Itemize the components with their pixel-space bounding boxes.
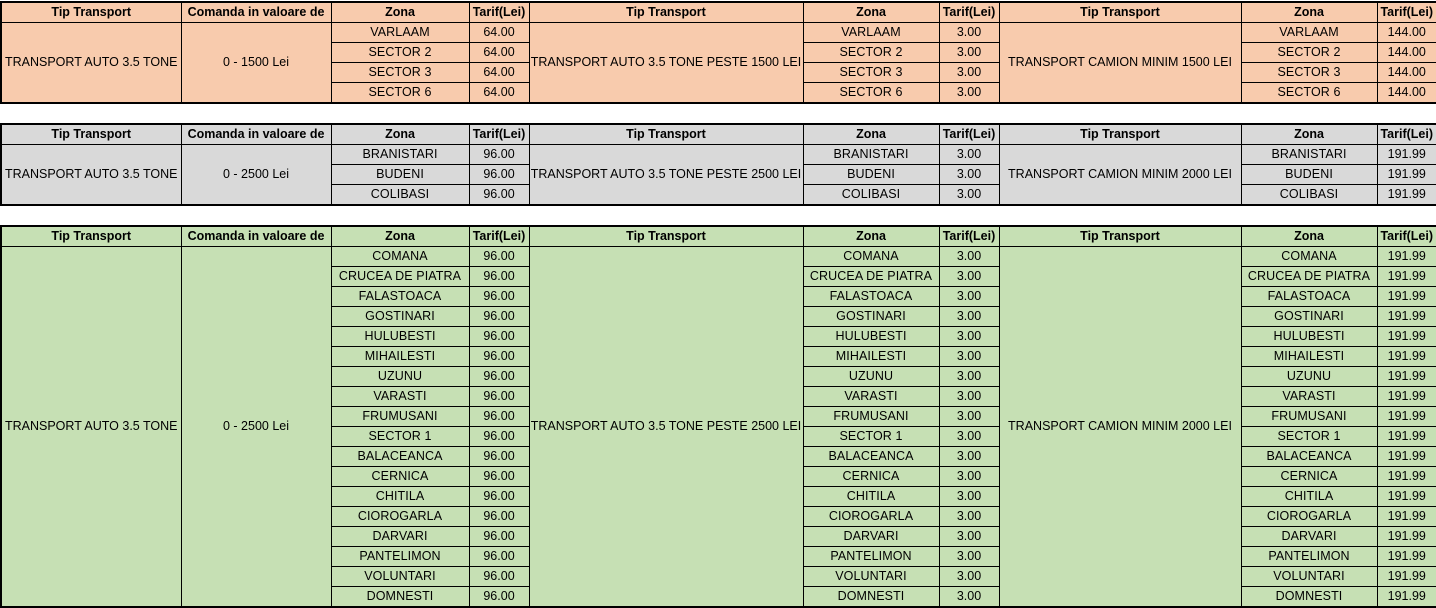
- tariff-cell: 191.99: [1377, 185, 1436, 206]
- header-zona: Zona: [803, 2, 939, 23]
- header-zona: Zona: [1241, 2, 1377, 23]
- tariff-cell: 144.00: [1377, 23, 1436, 43]
- zone-cell: FALASTOACA: [331, 287, 469, 307]
- zone-cell: BRANISTARI: [1241, 145, 1377, 165]
- zone-cell: SECTOR 3: [803, 63, 939, 83]
- transport-type-cell: TRANSPORT CAMION MINIM 2000 LEI: [999, 247, 1241, 608]
- zone-cell: SECTOR 1: [803, 427, 939, 447]
- zone-cell: VOLUNTARI: [1241, 567, 1377, 587]
- header-tarif: Tarif(Lei): [469, 124, 529, 145]
- zone-cell: FRUMUSANI: [331, 407, 469, 427]
- tariff-cell: 3.00: [939, 247, 999, 267]
- zone-cell: SECTOR 2: [331, 43, 469, 63]
- zone-cell: PANTELIMON: [331, 547, 469, 567]
- zone-cell: VOLUNTARI: [803, 567, 939, 587]
- tariff-cell: 191.99: [1377, 165, 1436, 185]
- tariff-cell: 3.00: [939, 145, 999, 165]
- tariff-cell: 191.99: [1377, 387, 1436, 407]
- tariff-cell: 96.00: [469, 427, 529, 447]
- transport-type-cell: TRANSPORT AUTO 3.5 TONE PESTE 1500 LEI: [529, 23, 803, 104]
- zone-cell: BALACEANCA: [803, 447, 939, 467]
- tariff-cell: 96.00: [469, 507, 529, 527]
- header-zona: Zona: [331, 124, 469, 145]
- tariff-cell: 96.00: [469, 387, 529, 407]
- header-tarif: Tarif(Lei): [939, 2, 999, 23]
- tariff-table-1: [0, 1, 1436, 104]
- tariff-cell: 3.00: [939, 407, 999, 427]
- zone-cell: UZUNU: [331, 367, 469, 387]
- table-row: [1, 145, 1436, 165]
- header-tip-transport: Tip Transport: [529, 124, 803, 145]
- tariff-cell: 96.00: [469, 247, 529, 267]
- header-tarif: Tarif(Lei): [1377, 226, 1436, 247]
- tariff-cell: 191.99: [1377, 467, 1436, 487]
- tariff-cell: 96.00: [469, 447, 529, 467]
- zone-cell: SECTOR 3: [331, 63, 469, 83]
- zone-cell: COMANA: [331, 247, 469, 267]
- tariff-cell: 96.00: [469, 567, 529, 587]
- zone-cell: VOLUNTARI: [331, 567, 469, 587]
- tariff-cell: 96.00: [469, 587, 529, 608]
- tariff-cell: 96.00: [469, 165, 529, 185]
- tariff-cell: 3.00: [939, 367, 999, 387]
- tariff-cell: 3.00: [939, 507, 999, 527]
- tariff-cell: 64.00: [469, 23, 529, 43]
- tariff-cell: 3.00: [939, 23, 999, 43]
- tariff-cell: 191.99: [1377, 347, 1436, 367]
- tariff-cell: 96.00: [469, 347, 529, 367]
- tariff-cell: 3.00: [939, 185, 999, 206]
- header-tip-transport: Tip Transport: [1, 2, 181, 23]
- order-value-cell: 0 - 2500 Lei: [181, 247, 331, 608]
- tariff-cell: 64.00: [469, 63, 529, 83]
- header-zona: Zona: [1241, 226, 1377, 247]
- zone-cell: COLIBASI: [331, 185, 469, 206]
- header-tip-transport: Tip Transport: [1, 226, 181, 247]
- header-comanda: Comanda in valoare de: [181, 124, 331, 145]
- zone-cell: MIHAILESTI: [1241, 347, 1377, 367]
- header-row: [1, 124, 1436, 145]
- tariff-cell: 3.00: [939, 487, 999, 507]
- header-comanda: Comanda in valoare de: [181, 226, 331, 247]
- zone-cell: CHITILA: [331, 487, 469, 507]
- header-tip-transport: Tip Transport: [529, 2, 803, 23]
- transport-type-cell: TRANSPORT CAMION MINIM 2000 LEI: [999, 145, 1241, 206]
- tariff-cell: 3.00: [939, 467, 999, 487]
- header-tarif: Tarif(Lei): [939, 226, 999, 247]
- tariff-cell: 191.99: [1377, 267, 1436, 287]
- zone-cell: FALASTOACA: [1241, 287, 1377, 307]
- tariff-cell: 3.00: [939, 587, 999, 608]
- tariff-cell: 144.00: [1377, 63, 1436, 83]
- tariff-cell: 191.99: [1377, 145, 1436, 165]
- zone-cell: GOSTINARI: [331, 307, 469, 327]
- header-row: [1, 2, 1436, 23]
- zone-cell: PANTELIMON: [1241, 547, 1377, 567]
- zone-cell: HULUBESTI: [1241, 327, 1377, 347]
- header-tip-transport: Tip Transport: [999, 226, 1241, 247]
- zone-cell: VARLAAM: [803, 23, 939, 43]
- tariff-cell: 191.99: [1377, 327, 1436, 347]
- zone-cell: HULUBESTI: [803, 327, 939, 347]
- zone-cell: GOSTINARI: [1241, 307, 1377, 327]
- zone-cell: BUDENI: [331, 165, 469, 185]
- zone-cell: CRUCEA DE PIATRA: [331, 267, 469, 287]
- transport-type-cell: TRANSPORT AUTO 3.5 TONE PESTE 2500 LEI: [529, 247, 803, 608]
- zone-cell: CIOROGARLA: [803, 507, 939, 527]
- header-tip-transport: Tip Transport: [1, 124, 181, 145]
- order-value-cell: 0 - 2500 Lei: [181, 145, 331, 206]
- tariff-cell: 3.00: [939, 347, 999, 367]
- header-tip-transport: Tip Transport: [999, 124, 1241, 145]
- transport-type-cell: TRANSPORT CAMION MINIM 1500 LEI: [999, 23, 1241, 104]
- tariff-cell: 3.00: [939, 287, 999, 307]
- zone-cell: VARLAAM: [331, 23, 469, 43]
- tariff-table-2: [0, 123, 1436, 206]
- tariff-cell: 191.99: [1377, 247, 1436, 267]
- header-zona: Zona: [331, 2, 469, 23]
- header-row: [1, 226, 1436, 247]
- zone-cell: CERNICA: [1241, 467, 1377, 487]
- zone-cell: VARLAAM: [1241, 23, 1377, 43]
- tariff-cell: 191.99: [1377, 367, 1436, 387]
- tariff-cell: 191.99: [1377, 567, 1436, 587]
- tariff-cell: 3.00: [939, 567, 999, 587]
- zone-cell: MIHAILESTI: [331, 347, 469, 367]
- zone-cell: BUDENI: [1241, 165, 1377, 185]
- header-comanda: Comanda in valoare de: [181, 2, 331, 23]
- tariff-cell: 96.00: [469, 267, 529, 287]
- tariff-cell: 64.00: [469, 43, 529, 63]
- transport-type-cell: TRANSPORT AUTO 3.5 TONE: [1, 145, 181, 206]
- zone-cell: BRANISTARI: [803, 145, 939, 165]
- tariff-cell: 3.00: [939, 83, 999, 104]
- zone-cell: CRUCEA DE PIATRA: [803, 267, 939, 287]
- zone-cell: FRUMUSANI: [1241, 407, 1377, 427]
- header-tarif: Tarif(Lei): [939, 124, 999, 145]
- tariff-cell: 191.99: [1377, 407, 1436, 427]
- tariff-cell: 191.99: [1377, 547, 1436, 567]
- zone-cell: DARVARI: [331, 527, 469, 547]
- tariff-cell: 3.00: [939, 165, 999, 185]
- zone-cell: CHITILA: [803, 487, 939, 507]
- zone-cell: BALACEANCA: [1241, 447, 1377, 467]
- zone-cell: DARVARI: [1241, 527, 1377, 547]
- header-tip-transport: Tip Transport: [999, 2, 1241, 23]
- tariff-cell: 144.00: [1377, 83, 1436, 104]
- tariff-cell: 3.00: [939, 387, 999, 407]
- zone-cell: SECTOR 1: [331, 427, 469, 447]
- zone-cell: FRUMUSANI: [803, 407, 939, 427]
- zone-cell: DARVARI: [803, 527, 939, 547]
- zone-cell: COLIBASI: [803, 185, 939, 206]
- tariff-cell: 64.00: [469, 83, 529, 104]
- zone-cell: PANTELIMON: [803, 547, 939, 567]
- zone-cell: CERNICA: [331, 467, 469, 487]
- zone-cell: CRUCEA DE PIATRA: [1241, 267, 1377, 287]
- header-zona: Zona: [803, 124, 939, 145]
- tariff-cell: 191.99: [1377, 287, 1436, 307]
- transport-type-cell: TRANSPORT AUTO 3.5 TONE: [1, 23, 181, 104]
- tariff-cell: 96.00: [469, 467, 529, 487]
- zone-cell: BUDENI: [803, 165, 939, 185]
- zone-cell: COMANA: [803, 247, 939, 267]
- header-tarif: Tarif(Lei): [1377, 124, 1436, 145]
- tariff-cell: 191.99: [1377, 527, 1436, 547]
- tariff-cell: 3.00: [939, 63, 999, 83]
- zone-cell: BRANISTARI: [331, 145, 469, 165]
- zone-cell: CIOROGARLA: [1241, 507, 1377, 527]
- order-value-cell: 0 - 1500 Lei: [181, 23, 331, 104]
- tariff-cell: 3.00: [939, 307, 999, 327]
- tariff-cell: 96.00: [469, 145, 529, 165]
- zone-cell: VARASTI: [803, 387, 939, 407]
- transport-type-cell: TRANSPORT AUTO 3.5 TONE: [1, 247, 181, 608]
- header-tarif: Tarif(Lei): [1377, 2, 1436, 23]
- tariff-cell: 96.00: [469, 407, 529, 427]
- zone-cell: CERNICA: [803, 467, 939, 487]
- zone-cell: UZUNU: [803, 367, 939, 387]
- zone-cell: HULUBESTI: [331, 327, 469, 347]
- zone-cell: CHITILA: [1241, 487, 1377, 507]
- zone-cell: CIOROGARLA: [331, 507, 469, 527]
- zone-cell: DOMNESTI: [803, 587, 939, 608]
- tariff-cell: 191.99: [1377, 507, 1436, 527]
- tariff-cell: 96.00: [469, 487, 529, 507]
- tariff-cell: 3.00: [939, 43, 999, 63]
- zone-cell: SECTOR 6: [803, 83, 939, 104]
- tariff-cell: 96.00: [469, 367, 529, 387]
- tariff-cell: 3.00: [939, 527, 999, 547]
- zone-cell: SECTOR 2: [1241, 43, 1377, 63]
- tariff-cell: 191.99: [1377, 587, 1436, 608]
- tariff-cell: 191.99: [1377, 427, 1436, 447]
- zone-cell: GOSTINARI: [803, 307, 939, 327]
- tariff-cell: 191.99: [1377, 307, 1436, 327]
- tariff-table-3: [0, 225, 1436, 608]
- zone-cell: FALASTOACA: [803, 287, 939, 307]
- zone-cell: SECTOR 1: [1241, 427, 1377, 447]
- zone-cell: VARASTI: [1241, 387, 1377, 407]
- header-tarif: Tarif(Lei): [469, 226, 529, 247]
- zone-cell: DOMNESTI: [1241, 587, 1377, 608]
- tariff-cell: 3.00: [939, 447, 999, 467]
- zone-cell: VARASTI: [331, 387, 469, 407]
- header-zona: Zona: [331, 226, 469, 247]
- zone-cell: BALACEANCA: [331, 447, 469, 467]
- zone-cell: COLIBASI: [1241, 185, 1377, 206]
- zone-cell: DOMNESTI: [331, 587, 469, 608]
- tariff-cell: 3.00: [939, 267, 999, 287]
- table-row: [1, 247, 1436, 267]
- zone-cell: COMANA: [1241, 247, 1377, 267]
- tariff-cell: 96.00: [469, 287, 529, 307]
- tariff-cell: 96.00: [469, 327, 529, 347]
- table-row: [1, 23, 1436, 43]
- tariff-cell: 191.99: [1377, 447, 1436, 467]
- header-zona: Zona: [803, 226, 939, 247]
- tariff-cell: 3.00: [939, 547, 999, 567]
- tariff-cell: 191.99: [1377, 487, 1436, 507]
- header-tarif: Tarif(Lei): [469, 2, 529, 23]
- header-tip-transport: Tip Transport: [529, 226, 803, 247]
- tariff-cell: 96.00: [469, 185, 529, 206]
- zone-cell: SECTOR 6: [331, 83, 469, 104]
- zone-cell: UZUNU: [1241, 367, 1377, 387]
- tariff-cell: 144.00: [1377, 43, 1436, 63]
- header-zona: Zona: [1241, 124, 1377, 145]
- zone-cell: SECTOR 6: [1241, 83, 1377, 104]
- tariff-cell: 3.00: [939, 427, 999, 447]
- zone-cell: MIHAILESTI: [803, 347, 939, 367]
- tariff-cell: 3.00: [939, 327, 999, 347]
- tariff-cell: 96.00: [469, 307, 529, 327]
- tariff-cell: 96.00: [469, 547, 529, 567]
- tariff-cell: 96.00: [469, 527, 529, 547]
- zone-cell: SECTOR 2: [803, 43, 939, 63]
- zone-cell: SECTOR 3: [1241, 63, 1377, 83]
- transport-type-cell: TRANSPORT AUTO 3.5 TONE PESTE 2500 LEI: [529, 145, 803, 206]
